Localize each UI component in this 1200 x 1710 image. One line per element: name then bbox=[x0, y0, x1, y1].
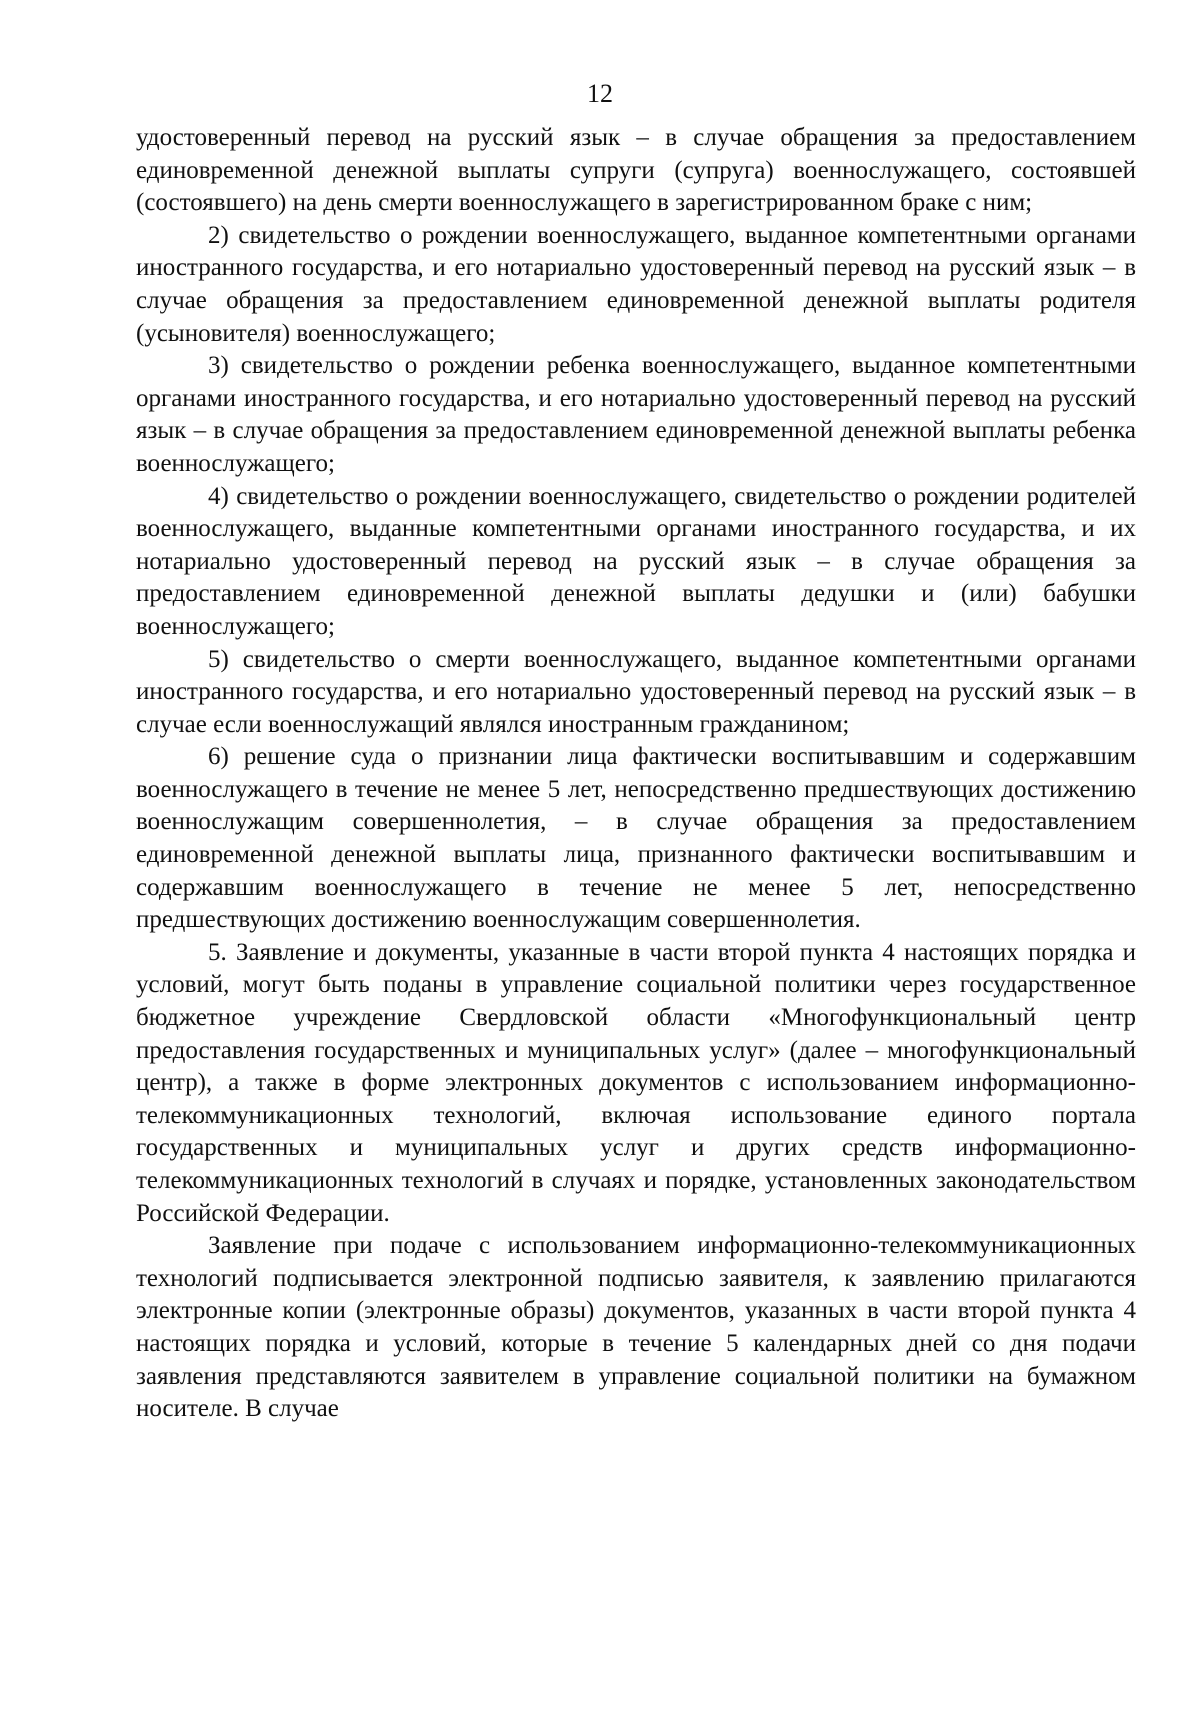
paragraph-item-4: 4) свидетельство о рождении военнослужащего, свидетельство о рождении родителей военнослужащего, выданные компетентными органами иностранного государства, и их нотариально удостоверенный перевод на русский язык – в случае обращения за предоставлением единовременной денежной выплаты дедушки и (или) бабушки военнослужащего; bbox=[136, 482, 1136, 640]
paragraph-item-3: 3) свидетельство о рождении ребенка военнослужащего, выданное компетентными органами иностранного государства, и его нотариально удостоверенный перевод на русский язык – в случае обращения за предоставлением единовременной денежной выплаты ребенка военнослужащего; bbox=[136, 352, 1136, 477]
paragraph-section-5-electronic: Заявление при подаче с использованием информационно-телекоммуникационных технологий подписывается электронной подписью заявителя, к заявлению прилагаются электронные копии (электронные образы) документов, указанных в части второй пункта 4 настоящих порядка и условий, которые в течение 5 календарных дней со дня подачи заявления представляются заявителем в управление социальной политики на бумажном носителе. В случае bbox=[136, 1232, 1136, 1423]
document-body bbox=[136, 122, 1136, 1426]
paragraph-section-5: 5. Заявление и документы, указанные в части второй пункта 4 настоящих порядка и условий, могут быть поданы в управление социальной политики через государственное бюджетное учреждение Свердловской области «Многофункциональный центр предоставления государственных и муниципальных услуг» (далее – многофункциональный центр), а также в форме электронных документов с использованием информационно-телекоммуникационных технологий, включая использование единого портала государственных и муниципальных услуг и других средств информационно-телекоммуникационных технологий в случаях и порядке, установленных законодательством Российской Федерации. bbox=[136, 938, 1136, 1227]
paragraph-item-5: 5) свидетельство о смерти военнослужащего, выданное компетентными органами иностранного государства, и его нотариально удостоверенный перевод на русский язык – в случае если военнослужащий являлся иностранным гражданином; bbox=[136, 645, 1136, 738]
page-number: 12 bbox=[587, 79, 613, 108]
paragraph-item-2: 2) свидетельство о рождении военнослужащего, выданное компетентными органами иностранного государства, и его нотариально удостоверенный перевод на русский язык – в случае обращения за предоставлением единовременной денежной выплаты родителя (усыновителя) военнослужащего; bbox=[136, 221, 1136, 347]
paragraph-continuation: удостоверенный перевод на русский язык – в случае обращения за предоставлением единовременной денежной выплаты супруги (супруга) военнослужащего, состоявшей (состоявшего) на день смерти военнослужащего в зарегистрированном браке с ним; bbox=[136, 124, 1136, 217]
paragraph-item-6: 6) решение суда о признании лица фактически воспитывавшим и содержавшим военнослужащего в течение не менее 5 лет, непосредственно предшествующих достижению военнослужащим совершеннолетия, – в случае обращения за предоставлением единовременной денежной выплаты лица, признанного фактически воспитывавшим и содержавшим военнослужащего в течение не менее 5 лет, непосредственно предшествующих достижению военнослужащим совершеннолетия. bbox=[136, 743, 1136, 934]
